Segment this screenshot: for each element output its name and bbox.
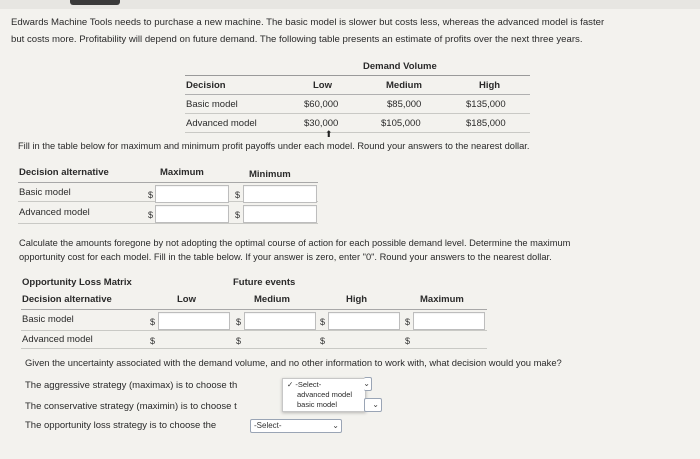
header-maximum: Maximum [160, 167, 204, 178]
regret-header-maximum: Maximum [420, 294, 464, 305]
divider [185, 132, 530, 133]
conservative-strategy-text: The conservative strategy (maximin) is to choose t [25, 401, 237, 412]
row-basic-low: $60,000 [304, 99, 339, 110]
row-basic-medium: $85,000 [387, 99, 422, 110]
basic-medium-loss-input[interactable] [244, 312, 316, 330]
demand-volume-header: Demand Volume [363, 61, 437, 72]
regret-instruction [19, 236, 570, 264]
advanced-min-input[interactable] [243, 205, 317, 223]
aggressive-strategy-select[interactable] [364, 377, 372, 391]
basic-high-loss-input[interactable] [328, 312, 400, 330]
regret-row-basic-label: Basic model [22, 314, 74, 325]
header-decision-alternative: Decision alternative [19, 167, 109, 178]
chevron-down-icon: ⌄ [372, 400, 379, 409]
basic-max-input[interactable] [155, 185, 229, 203]
opportunity-strategy-select[interactable] [250, 419, 342, 433]
currency-label: $ [320, 336, 326, 346]
divider [18, 182, 318, 183]
basic-low-loss-input[interactable] [158, 312, 230, 330]
divider [185, 75, 530, 76]
chevron-down-icon: ⌄ [363, 379, 370, 388]
check-icon: ✓ [287, 380, 294, 389]
header-minimum: Minimum [249, 169, 291, 180]
strategy-dropdown-menu [282, 378, 366, 412]
currency-label: $ [235, 210, 241, 220]
header-low: Low [313, 80, 332, 91]
divider [18, 223, 318, 224]
row-advanced-medium: $105,000 [381, 118, 421, 129]
dropdown-option-advanced-model[interactable]: advanced model [297, 390, 353, 399]
conservative-strategy-select[interactable] [364, 398, 382, 412]
regret-row-advanced-label: Advanced model [22, 334, 93, 345]
currency-label: $ [320, 317, 326, 327]
divider [185, 94, 530, 95]
regret-header-medium: Medium [254, 294, 290, 305]
intro-line-2: but costs more. Profitability will depend on future demand. The following table presents an estimate of profits over the next three years. [11, 34, 583, 45]
header-decision: Decision [186, 80, 226, 91]
header-medium: Medium [386, 80, 422, 91]
regret-header-low: Low [177, 294, 196, 305]
advanced-max-input[interactable] [155, 205, 229, 223]
currency-label: $ [148, 190, 154, 200]
select-value: -Select- [254, 421, 282, 430]
future-events-header: Future events [233, 277, 296, 288]
spreadsheet-tab[interactable] [70, 0, 120, 5]
intro-text [11, 14, 699, 48]
header-high: High [479, 80, 501, 91]
currency-label: $ [148, 210, 154, 220]
currency-label: $ [235, 190, 241, 200]
payoff-instruction: Fill in the table below for maximum and minimum profit payoffs under each model. Round your answers to the nearest dollar. [18, 141, 530, 151]
row-basic-label: Basic model [186, 99, 238, 110]
intro-line-1: Edwards Machine Tools needs to purchase a new machine. The basic model is slower but costs less, whereas the advanced model is faster [11, 17, 605, 28]
basic-max-loss-input[interactable] [413, 312, 485, 330]
payoff-row-advanced-label: Advanced model [19, 207, 90, 218]
opportunity-strategy-text: The opportunity loss strategy is to choose the [25, 420, 217, 431]
divider [21, 348, 487, 349]
regret-header-high: High [346, 294, 368, 305]
basic-min-input[interactable] [243, 185, 317, 203]
row-advanced-low: $30,000 [304, 118, 339, 129]
payoff-row-basic-label: Basic model [19, 187, 71, 198]
divider [185, 113, 530, 114]
regret-instruction-line-2: opportunity cost for each model. Fill in the table below. If your answer is zero, enter "0". Round your answers to the nearest dollar. [19, 252, 552, 262]
divider [21, 309, 487, 310]
divider [21, 330, 487, 331]
row-advanced-high: $185,000 [466, 118, 506, 129]
regret-instruction-line-1: Calculate the amounts foregone by not adopting the optimal course of action for each possible demand level. Determine the maximum [19, 238, 571, 248]
regret-header-decision: Decision alternative [22, 294, 112, 305]
mouse-cursor-icon: ⬆ [325, 129, 333, 139]
opportunity-loss-title: Opportunity Loss Matrix [22, 277, 132, 288]
currency-label: $ [150, 317, 156, 327]
chevron-down-icon: ⌄ [332, 421, 339, 430]
aggressive-strategy-text: The aggressive strategy (maximax) is to choose th [25, 380, 238, 391]
currency-label: $ [236, 317, 242, 327]
row-advanced-label: Advanced model [186, 118, 257, 129]
row-basic-high: $135,000 [466, 99, 506, 110]
currency-label: $ [150, 336, 156, 346]
dropdown-option-basic-model[interactable]: basic model [297, 400, 338, 409]
decision-question: Given the uncertainty associated with the demand volume, and no other information to work with, what decision would you make? [25, 357, 562, 368]
dropdown-option-select[interactable]: ✓ -Select- [287, 380, 322, 389]
currency-label: $ [405, 336, 411, 346]
currency-label: $ [236, 336, 242, 346]
currency-label: $ [405, 317, 411, 327]
